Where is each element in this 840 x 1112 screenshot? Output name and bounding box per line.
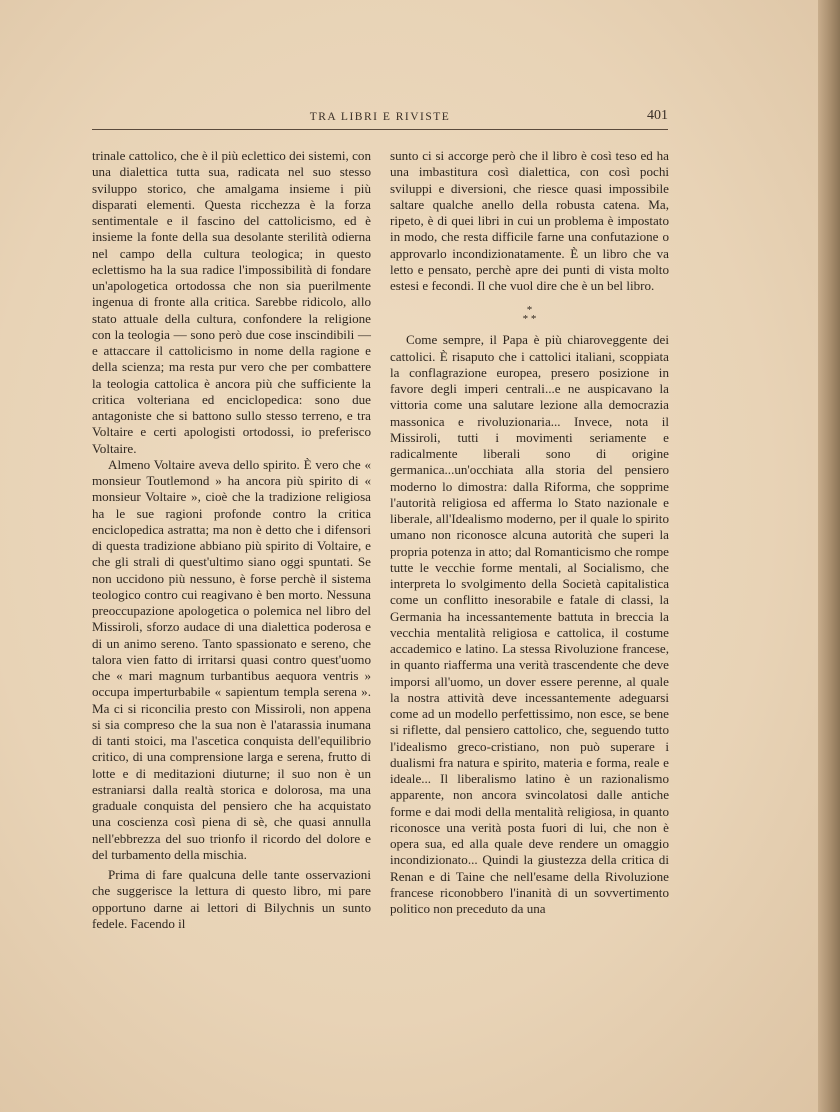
section-asterism [390,306,669,324]
asterism-bottom: * * [522,313,537,326]
paragraph: Almeno Voltaire aveva dello spirito. È vero che « monsieur Toutlemond » ha ancora più spirito di « monsieur Voltaire », cioè che la tradizione religiosa ha le sue ragioni profonde contro la critica enciclopedica astratta; ma non è detto che i difensori di questa tradizione abbiano più spirito di Voltaire, e che gli strali di quest'ultimo siano oggi spuntati. Se non uccidono più nessuno, è forse perchè il sistema teologico contro cui reagivano è ben morto. Nessuna preoccupazione apologetica o polemica nel libro del Missiroli, sforzo audace di una dialettica poderosa e di un animo sereno. Tanto spassionato e sereno, che talora vien fatto di irritarsi quasi contro quest'uomo che « mari magnum turbantibus aequora ventris » occupa imperturbabile « sapientum templa serena ». Ma ci si riconcilia presto con Missiroli, non appena si sia compreso che la sua non è l'atarassia inumana di tanti stoici, ma l'ascetica conquista dell'equilibrio critico, di una comprensione larga e serena, frutto di lotte e di meditazioni diuturne; il suo non è un estraniarsi dalla realtà storica e dolorosa, ma una graduale conquista del pensiero che ha acquistato una coscienza così piena di sè, che quasi annulla nell'ebbrezza del suo trionfo il ricordo del dolore e del turbamento della mischia. [92,456,371,862]
paragraph: sunto ci si accorge però che il libro è così teso ed ha una imbastitura così dialettica, con così pochi sviluppi e diversioni, che riesce quasi impossibile saltare qualche anello della robusta catena. Ma, ripeto, è di quei libri in cui un problema è impostato in modo, che resta difficile farne una confutazione o approvarlo incondizionatamente. È un libro che va letto e pensato, perchè apre dei punti di vista molto estesi e fecondi. Il che vuol dire che è un bel libro. [390,148,669,293]
paragraph: Prima di fare qualcuna delle tante osservazioni che suggerisce la lettura di questo libro, mi pare opportuno darne ai lettori di Bilychnis un sunto fedele. Facendo il [92,867,371,931]
left-column [92,148,371,932]
paragraph: trinale cattolico, che è il più eclettico dei sistemi, con una dialettica tutta sua, radicata nel suo stesso sviluppo storico, che amalgama insieme i più disparati elementi. Questa ricchezza è la forza sentimentale e il fascino del cattolicismo, ed è insieme la fonte della sua desolante sterilità odierna nel campo della cultura teologica; in questo eclettismo ha la sua radice l'impossibilità di fondare un'apologetica ortodossa che non sia puerilmente ingenua di fronte alla critica. Sarebbe ridicolo, allo stato attuale della cultura, confondere la religione con la teologia — sono però due cose inscindibili — e attaccare il cattolicismo in nome della ragione e della scienza; ma resta pur vero che per combattere la teologia cattolica è ancora più che sufficiente la critica volteriana ed enciclopedica: sono due antagoniste che si battono sullo stesso terreno, e tra Voltaire e certi apologisti ortodossi, io preferisco Voltaire. [92,148,371,456]
asterism-top: * [526,304,533,317]
page-number: 401 [647,108,668,123]
running-head: TRA LIBRI E RIVISTE [309,111,451,123]
header-rule [92,129,668,130]
right-column [390,148,669,917]
paragraph: Come sempre, il Papa è più chiaroveggente dei cattolici. È risaputo che i cattolici italiani, scoppiata la conflagrazione europea, presero posizione in favore degli imperi centrali...e ne auspicavano la vittoria come una salutare lezione alla democrazia massonica e rivoluzionaria... Invece, nota il Missiroli, tutti i movimenti seriamente e radicalmente liberali sono di origine germanica...un'occhiata alla storia del pensiero moderno lo dimostra: dalla Riforma, che sopprime l'autorità religiosa ed afferma lo Stato nazionale e liberale, all'Idealismo moderno, per il quale lo spirito umano non riconosce alcuna autorità che superi la propria potenza in atto; dal Romanticismo che rompe tutte le vecchie forme mentali, al Socialismo, che interpreta lo svolgimento della Società capitalistica come un conflitto inesorabile e fatale di classi, la Germania ha incessantemente battuta in breccia la vecchia mentalità religiosa e cattolica, il costume accademico e latino. La stessa Rivoluzione francese, in quanto riafferma una verità trascendente che deve imporsi all'uomo, un dover essere perenne, al quale la nostra attività deve incessantemente adeguarsi come ad un modello perfettissimo, non esce, se bene si riflette, dal pensiero cattolico, che, seguendo tutto l'idealismo greco-cristiano, non può superare i dualismi fra natura e spirito, materia e forma, reale e ideale... Il liberalismo latino è un razionalismo apparente, non ancora svincolatosi dalle antiche forme e dai modi della mentalità religiosa, in quanto riconosce una verità posta fuori di lui, che non è opera sua, ed alla quale deve rendere un omaggio incondizionato... Quindi la giustezza della critica di Renan e di Taine che nell'esame della Rivoluzione francese riconobbero l'inanità di un sovvertimento politico non preceduto da una [390,332,669,916]
page-header [92,110,668,128]
page-edge [818,0,840,1112]
